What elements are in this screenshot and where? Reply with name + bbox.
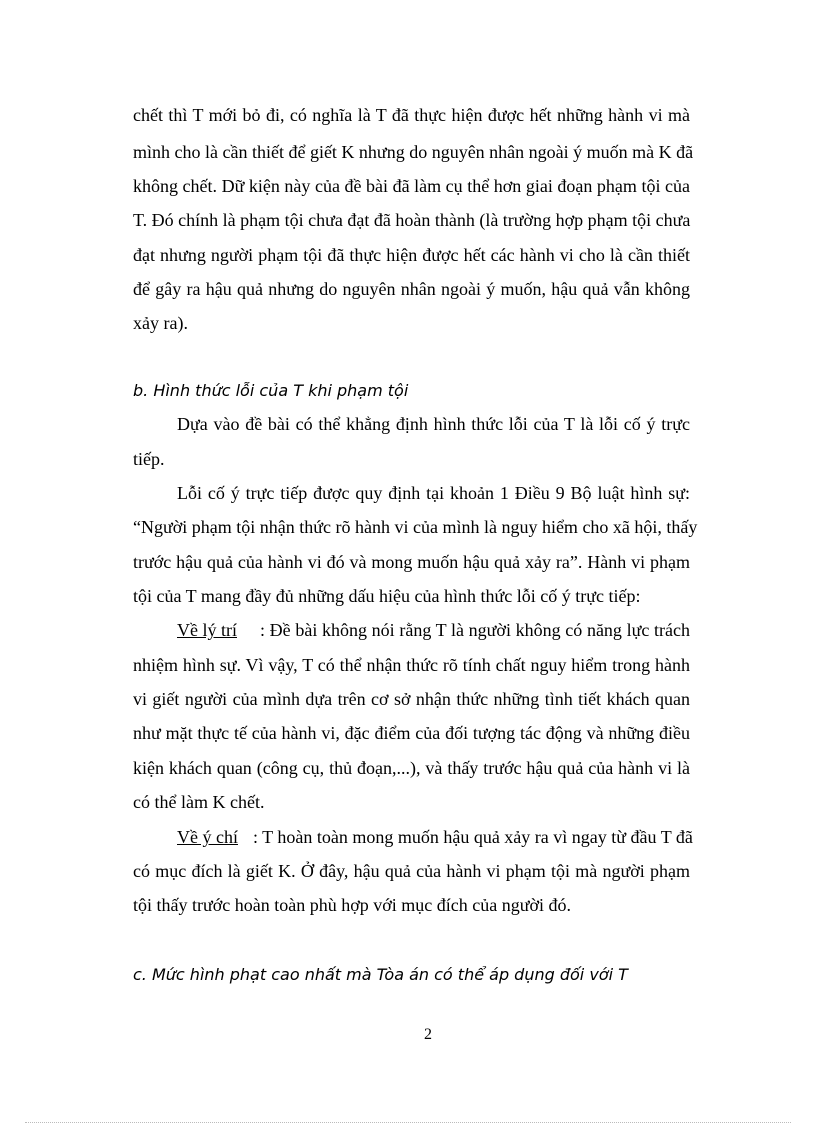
paragraph-line: mình cho là cần thiết để giết K nhưng do nguyên nhân ngoài ý muốn mà K đã bbox=[133, 142, 694, 162]
underlined-term: Về lý trí bbox=[177, 620, 237, 640]
paragraph-line: để gây ra hậu quả nhưng do nguyên nhân ngoài ý muốn, hậu quả vẫn không bbox=[133, 279, 690, 299]
paragraph-line: tiếp. bbox=[133, 449, 165, 469]
section-heading-b: b. Hình thức lỗi của T khi phạm tội bbox=[133, 381, 409, 400]
paragraph-line: không chết. Dữ kiện này của đề bài đã làm cụ thể hơn giai đoạn phạm tội của bbox=[133, 176, 690, 196]
paragraph-line: : Đề bài không nói rằng T là người không có năng lực trách bbox=[260, 620, 690, 640]
section-heading-c: c. Mức hình phạt cao nhất mà Tòa án có thể áp dụng đối với T bbox=[133, 965, 628, 984]
page-number: 2 bbox=[424, 1026, 432, 1043]
paragraph-line: đạt nhưng người phạm tội đã thực hiện được hết các hành vi cho là cần thiết bbox=[133, 245, 690, 265]
underlined-term: Về ý chí bbox=[177, 827, 238, 847]
paragraph-line: T. Đó chính là phạm tội chưa đạt đã hoàn thành (là trường hợp phạm tội chưa bbox=[133, 210, 691, 230]
paragraph-line bbox=[177, 826, 238, 848]
paragraph-line: như mặt thực tế của hành vi, đặc điểm của đối tượng tác động và những điều bbox=[133, 723, 690, 743]
paragraph-line: tội thấy trước hoàn toàn phù hợp với mục đích của người đó. bbox=[133, 895, 572, 915]
paragraph-line: vi giết người của mình dựa trên cơ sở nhận thức những tình tiết khách quan bbox=[133, 689, 690, 709]
paragraph-line: tội của T mang đầy đủ những dấu hiệu của hình thức lỗi cố ý trực tiếp: bbox=[133, 586, 641, 606]
paragraph-line: “Người phạm tội nhận thức rõ hành vi của mình là nguy hiểm cho xã hội, thấy bbox=[133, 517, 698, 537]
paragraph-line: nhiệm hình sự. Vì vậy, T có thể nhận thức rõ tính chất nguy hiểm trong hành bbox=[133, 655, 690, 675]
paragraph-line: xảy ra). bbox=[133, 313, 188, 333]
paragraph-line: kiện khách quan (công cụ, thủ đoạn,...), và thấy trước hậu quả của hành vi là bbox=[133, 758, 690, 778]
paragraph-line: Dựa vào đề bài có thể khẳng định hình thức lỗi của T là lỗi cố ý trực bbox=[177, 414, 690, 434]
paragraph-line: chết thì T mới bỏ đi, có nghĩa là T đã thực hiện được hết những hành vi mà bbox=[133, 105, 690, 125]
paragraph-line: có mục đích là giết K. Ở đây, hậu quả của hành vi phạm tội mà người phạm bbox=[133, 861, 690, 881]
paragraph-line: : T hoàn toàn mong muốn hậu quả xảy ra vì ngay từ đầu T đã bbox=[253, 827, 693, 847]
paragraph-line: Lỗi cố ý trực tiếp được quy định tại khoản 1 Điều 9 Bộ luật hình sự: bbox=[177, 483, 690, 503]
paragraph-line: trước hậu quả của hành vi đó và mong muốn hậu quả xảy ra”. Hành vi phạm bbox=[133, 552, 690, 572]
paragraph-line: có thể làm K chết. bbox=[133, 792, 265, 812]
